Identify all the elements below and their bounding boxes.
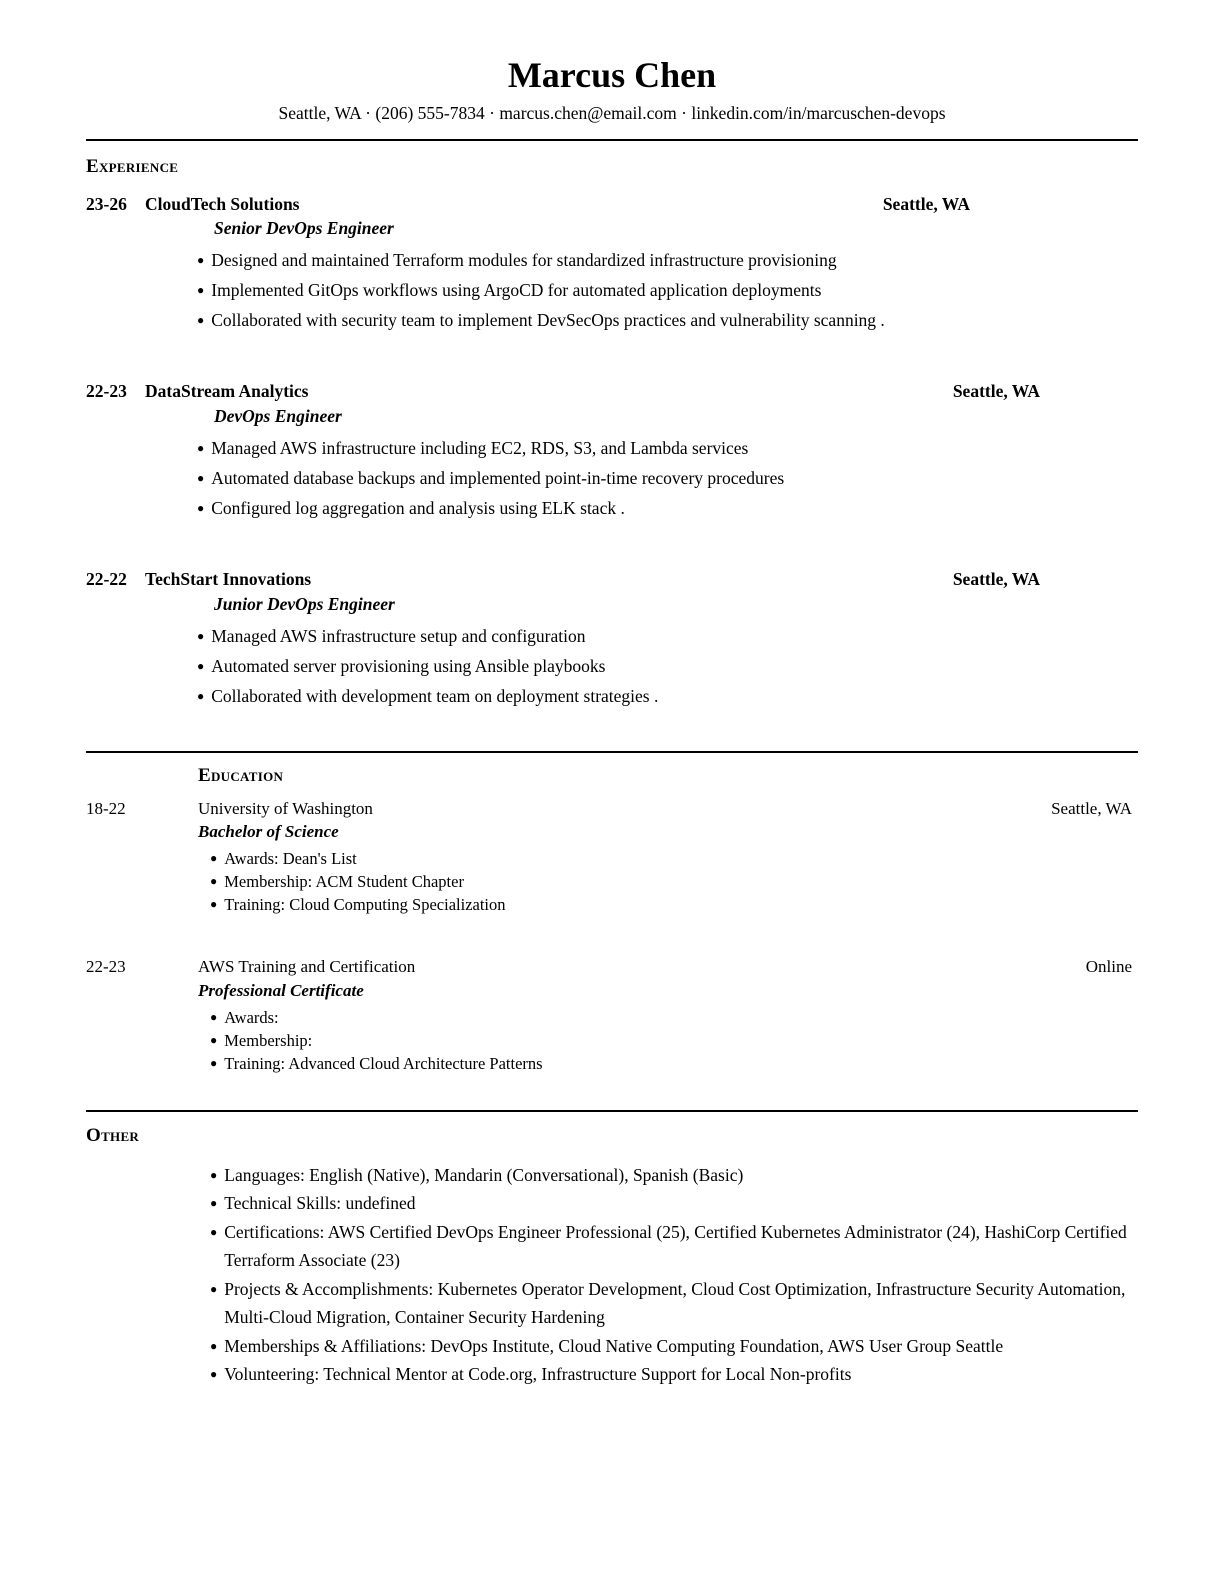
bullet-icon: ● bbox=[210, 1009, 218, 1024]
job-dates: 22-22 bbox=[86, 569, 127, 590]
bullet-text: Managed AWS infrastructure including EC2, RDS, S3, and Lambda services bbox=[211, 438, 749, 459]
section-divider bbox=[86, 751, 1138, 753]
job-role: DevOps Engineer bbox=[214, 406, 342, 427]
education-institution: University of Washington bbox=[198, 798, 373, 818]
bullet-text: Managed AWS infrastructure setup and configuration bbox=[211, 625, 586, 646]
bullet-icon: ● bbox=[210, 1367, 218, 1382]
bullet-icon: ● bbox=[210, 1032, 218, 1047]
bullet-text: Awards: bbox=[224, 1007, 279, 1027]
other-bullet bbox=[210, 1360, 1138, 1389]
bullet-text: Awards: Dean's List bbox=[224, 849, 357, 869]
education-section bbox=[86, 765, 1138, 1075]
bullet-text: Automated server provisioning using Ansible playbooks bbox=[211, 655, 606, 676]
bullet-icon: ● bbox=[210, 874, 218, 889]
education-degree: Bachelor of Science bbox=[198, 822, 339, 842]
job-location: Seattle, WA bbox=[952, 569, 1040, 590]
bullet-icon: ● bbox=[197, 313, 205, 328]
job-role: Senior DevOps Engineer bbox=[214, 218, 394, 239]
job-company: TechStart Innovations bbox=[145, 569, 312, 590]
section-title-other: Other bbox=[86, 1124, 140, 1146]
other-bullet bbox=[210, 1161, 1138, 1190]
education-bullet-list bbox=[86, 847, 1138, 916]
education-location: Online bbox=[1085, 957, 1132, 977]
bullet-icon: ● bbox=[197, 501, 205, 516]
education-bullet bbox=[210, 870, 1138, 893]
education-bullet-list bbox=[86, 1006, 1138, 1075]
education-institution: AWS Training and Certification bbox=[198, 957, 416, 977]
job-bullet bbox=[197, 437, 1138, 459]
bullet-icon: ● bbox=[210, 1338, 218, 1353]
job-company: DataStream Analytics bbox=[145, 381, 309, 402]
job-bullet bbox=[197, 685, 1138, 707]
education-entry-aws bbox=[86, 956, 1138, 1075]
job-bullet bbox=[197, 467, 1138, 489]
bullet-text: Membership: ACM Student Chapter bbox=[224, 872, 464, 892]
bullet-icon: ● bbox=[210, 1196, 218, 1211]
bullet-text: Membership: bbox=[224, 1030, 313, 1050]
bullet-text: Volunteering: Technical Mentor at Code.org, Infrastructure Support for Local Non-profits bbox=[224, 1364, 852, 1385]
section-divider bbox=[86, 1110, 1138, 1112]
bullet-icon: ● bbox=[197, 253, 205, 268]
other-bullet bbox=[210, 1189, 1138, 1218]
experience-entry-cloudtech bbox=[86, 194, 1138, 332]
job-location: Seattle, WA bbox=[882, 193, 970, 214]
bullet-text: Projects & Accomplishments: Kubernetes Operator Development, Cloud Cost Optimization, Infrastructure Security Automation, Multi-Cloud Migration, Container Security Hardening bbox=[224, 1278, 1126, 1328]
education-bullet bbox=[210, 893, 1138, 916]
bullet-text: Implemented GitOps workflows using ArgoCD for automated application deployments bbox=[211, 280, 822, 301]
bullet-text: Configured log aggregation and analysis using ELK stack . bbox=[211, 498, 625, 519]
bullet-icon: ● bbox=[197, 658, 205, 673]
bullet-text: Collaborated with security team to implement DevSecOps practices and vulnerability scanning . bbox=[211, 310, 885, 331]
bullet-text: Languages: English (Native), Mandarin (Conversational), Spanish (Basic) bbox=[224, 1164, 744, 1185]
experience-entry-techstart bbox=[86, 569, 1138, 707]
bullet-icon: ● bbox=[210, 851, 218, 866]
education-bullet bbox=[210, 1029, 1138, 1052]
education-entry-uw bbox=[86, 798, 1138, 917]
header-divider bbox=[86, 139, 1138, 141]
job-bullet bbox=[197, 625, 1138, 647]
job-dates: 23-26 bbox=[86, 193, 127, 214]
bullet-icon: ● bbox=[197, 471, 205, 486]
education-header bbox=[86, 956, 1138, 977]
job-bullet-list bbox=[86, 249, 1138, 331]
section-title-experience: Experience bbox=[86, 155, 179, 177]
bullet-icon: ● bbox=[197, 688, 205, 703]
experience-entry-datastream bbox=[86, 381, 1138, 519]
job-bullet-list bbox=[86, 437, 1138, 519]
education-bullet bbox=[210, 847, 1138, 870]
bullet-icon: ● bbox=[210, 1167, 218, 1182]
job-role: Junior DevOps Engineer bbox=[214, 593, 395, 614]
bullet-text: Training: Cloud Computing Specialization bbox=[224, 895, 506, 915]
education-bullet bbox=[210, 1006, 1138, 1029]
job-bullet bbox=[197, 279, 1138, 301]
job-header bbox=[86, 569, 1138, 591]
bullet-icon: ● bbox=[210, 897, 218, 912]
job-bullet bbox=[197, 497, 1138, 519]
job-bullet bbox=[197, 309, 1138, 331]
education-location: Seattle, WA bbox=[1051, 798, 1132, 818]
other-bullet-list bbox=[86, 1161, 1138, 1389]
job-header bbox=[86, 194, 1138, 216]
job-header bbox=[86, 381, 1138, 403]
bullet-text: Training: Advanced Cloud Architecture Patterns bbox=[224, 1053, 543, 1073]
bullet-icon: ● bbox=[197, 441, 205, 456]
bullet-icon: ● bbox=[210, 1224, 218, 1239]
experience-section bbox=[86, 156, 1138, 707]
job-location: Seattle, WA bbox=[952, 381, 1040, 402]
education-header bbox=[86, 798, 1138, 819]
other-bullet bbox=[210, 1332, 1138, 1361]
education-bullet bbox=[210, 1052, 1138, 1075]
job-company: CloudTech Solutions bbox=[145, 193, 300, 214]
bullet-icon: ● bbox=[197, 628, 205, 643]
education-dates: 22-23 bbox=[86, 957, 126, 977]
job-bullet bbox=[197, 249, 1138, 271]
bullet-text: Technical Skills: undefined bbox=[224, 1193, 416, 1214]
bullet-text: Collaborated with development team on deployment strategies . bbox=[211, 685, 659, 706]
education-dates: 18-22 bbox=[86, 798, 126, 818]
other-bullet bbox=[210, 1218, 1138, 1275]
bullet-text: Automated database backups and implemented point-in-time recovery procedures bbox=[211, 468, 785, 489]
job-bullet-list bbox=[86, 625, 1138, 707]
bullet-text: Memberships & Affiliations: DevOps Institute, Cloud Native Computing Foundation, AWS User Group Seattle bbox=[224, 1335, 1004, 1356]
job-bullet bbox=[197, 655, 1138, 677]
other-section bbox=[86, 1125, 1138, 1389]
bullet-icon: ● bbox=[210, 1055, 218, 1070]
person-name: Marcus Chen bbox=[507, 55, 717, 95]
other-bullet bbox=[210, 1275, 1138, 1332]
section-title-education: Education bbox=[198, 764, 284, 786]
job-dates: 22-23 bbox=[86, 381, 127, 402]
bullet-icon: ● bbox=[197, 283, 205, 298]
bullet-text: Designed and maintained Terraform modules for standardized infrastructure provisioning bbox=[211, 250, 837, 271]
contact-line: Seattle, WA · (206) 555-7834 · marcus.chen@email.com · linkedin.com/in/marcuschen-devops bbox=[278, 102, 946, 123]
bullet-text: Certifications: AWS Certified DevOps Engineer Professional (25), Certified Kubernetes Administrator (24), HashiCorp Certified Terraform Associate (23) bbox=[224, 1221, 1127, 1271]
bullet-icon: ● bbox=[210, 1281, 218, 1296]
education-degree: Professional Certificate bbox=[198, 980, 364, 1000]
